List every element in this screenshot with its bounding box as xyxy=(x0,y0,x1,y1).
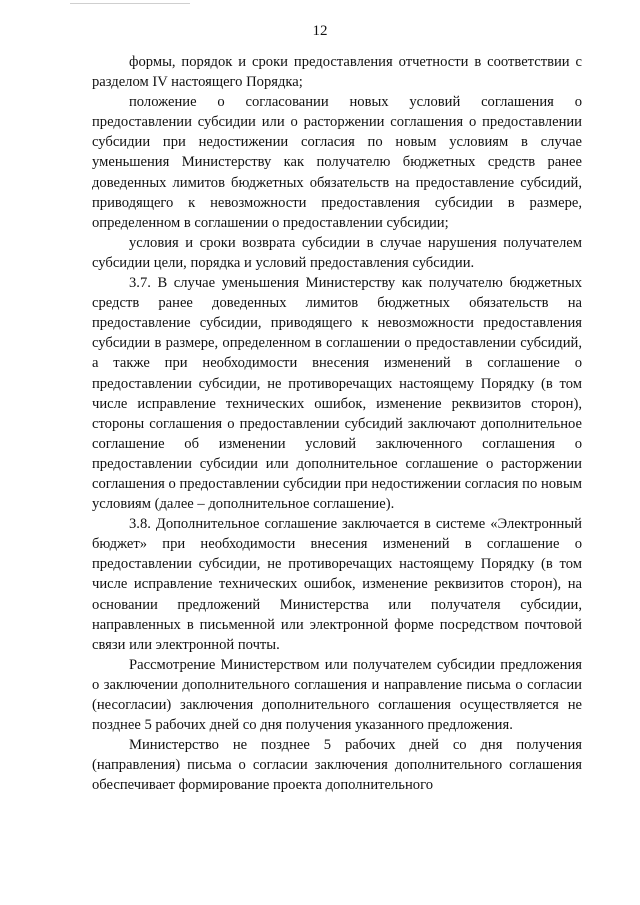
scan-edge-line xyxy=(70,0,190,4)
paragraph-3-7: 3.7. В случае уменьшения Министерству как получателю бюджетных средств ранее доведенных лимитов бюджетных обязательств на предоставление субсидии, приводящего к невозможности предоставления субсидии в размере, определенном в соглашении о предоставлении субсидий, а также при необходимости внесения изменений в соглашение о предоставлении субсидии, не противоречащих настоящему Порядку (в том числе исправление технических ошибок, изменение реквизитов сторон), стороны соглашения о предоставлении субсидий заключают дополнительное соглашение об изменении условий заключенного соглашения о предоставлении субсидии или дополнительное соглашение о расторжении соглашения о предоставлении субсидии при недостижении согласия по новым условиям (далее – дополнительное соглашение). xyxy=(92,275,582,513)
paragraph-review-proposal: Рассмотрение Министерством или получателем субсидии предложения о заключении дополнительного соглашения и направление письма о согласии (несогласии) заключения дополнительного соглашения осуществляется не позднее 5 рабочих дней со дня получения указанного предложения. xyxy=(92,656,582,734)
paragraph-refund-terms: условия и сроки возврата субсидии в случае нарушения получателем субсидии цели, порядка и условий предоставления субсидии. xyxy=(92,234,582,271)
page-number: 12 xyxy=(312,23,328,39)
paragraph-ministry-deadline: Министерство не позднее 5 рабочих дней со дня получения (направления) письма о согласии заключения дополнительного соглашения обеспечивает формирование проекта дополнительного xyxy=(92,737,582,794)
paragraph-reporting: формы, порядок и сроки предоставления отчетности в соответствии с разделом IV настоящего Порядка; xyxy=(92,54,582,91)
paragraph-agreement-change: положение о согласовании новых условий соглашения о предоставлении субсидии или о расторжении соглашения о предоставлении субсидии при недостижении согласия по новым условиям в случае уменьшения Министерству как получателю бюджетных средств ранее доведенных лимитов бюджетных обязательств на предоставление субсидий, приводящего к невозможности предоставления субсидии в размере, определенном в соглашении о предоставлении субсидии; xyxy=(92,94,582,231)
paragraph-3-8: 3.8. Дополнительное соглашение заключается в системе «Электронный бюджет» при необходимости внесения изменений в соглашение о предоставлении субсидии, не противоречащих настоящему Порядку (в том числе исправление технических ошибок, изменение реквизитов сторон), на основании предложений Министерства или получателя субсидии, направленных в письменной или электронной форме посредством почтовой связи или электронной почты. xyxy=(92,516,582,653)
document-body xyxy=(92,52,582,795)
